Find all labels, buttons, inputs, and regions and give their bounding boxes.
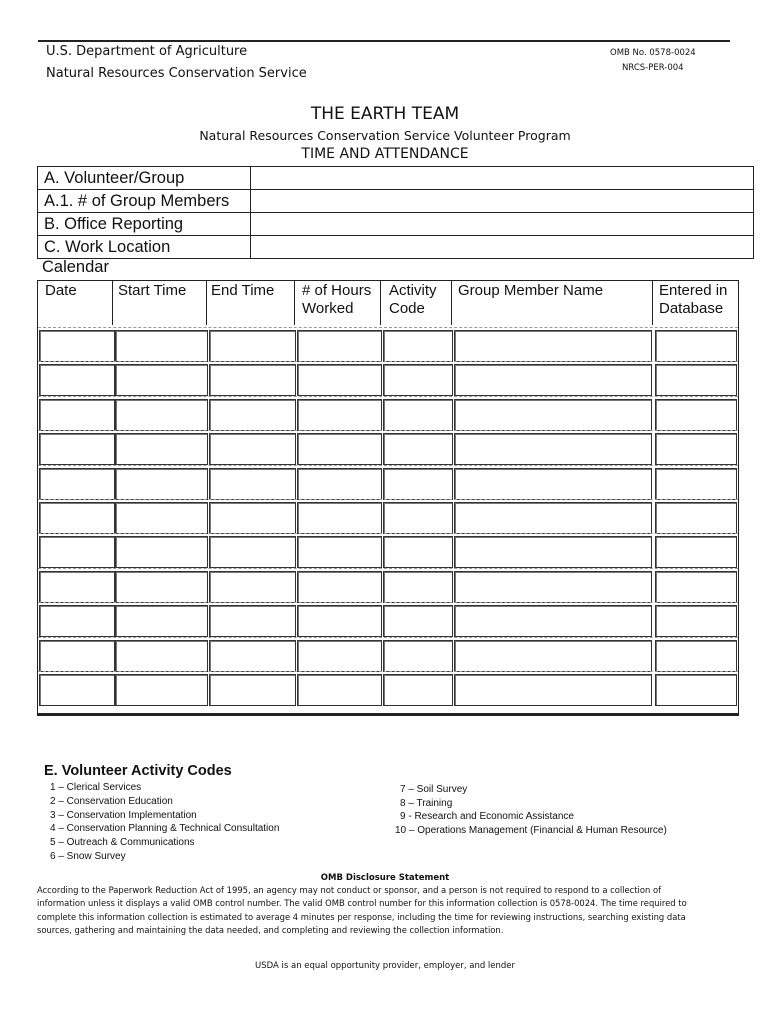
activity-code-item: 2 – Conservation Education (50, 796, 173, 807)
entered-in-database-entry[interactable] (655, 364, 737, 396)
col-header-date: Date (45, 282, 77, 299)
col-header-entered-in-database: Entered in Database (659, 282, 728, 317)
activity-code-entry[interactable] (383, 468, 453, 500)
activity-code-item: 6 – Snow Survey (50, 851, 126, 862)
activity-code-item: 4 – Conservation Planning & Technical Consultation (50, 823, 280, 834)
hours-worked-entry[interactable] (297, 364, 382, 396)
col-header-activity-code: Activity Code (389, 282, 437, 317)
info-fields (37, 166, 754, 259)
end-time-entry[interactable] (209, 502, 296, 534)
hours-worked-entry[interactable] (297, 536, 382, 568)
group-member-name-entry[interactable] (454, 502, 652, 534)
date-entry[interactable] (39, 502, 115, 534)
group-member-name-entry[interactable] (454, 399, 652, 431)
col-header-start-time: Start Time (118, 282, 187, 299)
group-members-row (38, 190, 753, 213)
end-time-entry[interactable] (209, 640, 296, 672)
service-name: Natural Resources Conservation Service (46, 66, 307, 81)
date-entry[interactable] (39, 468, 115, 500)
work-location-row (38, 236, 753, 259)
start-time-entry[interactable] (115, 605, 208, 637)
start-time-entry[interactable] (115, 571, 208, 603)
row-guide-line (38, 361, 738, 362)
activity-code-entry[interactable] (383, 330, 453, 362)
hours-worked-entry[interactable] (297, 674, 382, 706)
row-guide-line (38, 499, 738, 500)
entered-in-database-entry[interactable] (655, 468, 737, 500)
column-separator (380, 281, 381, 325)
program-title: Natural Resources Conservation Service Volunteer Program (199, 128, 571, 143)
col-header-group-member-name: Group Member Name (458, 282, 604, 299)
group-member-name-entry[interactable] (454, 364, 652, 396)
col-header-hours-worked: # of Hours Worked (302, 282, 372, 317)
hours-worked-entry[interactable] (297, 330, 382, 362)
row-guide-line (38, 430, 738, 431)
column-separator (206, 281, 207, 325)
omb-disclosure-title: OMB Disclosure Statement (320, 873, 450, 883)
date-entry[interactable] (39, 640, 115, 672)
hours-worked-entry[interactable] (297, 571, 382, 603)
column-separator (294, 281, 295, 325)
form-subtitle: TIME AND ATTENDANCE (301, 146, 469, 162)
date-entry[interactable] (39, 571, 115, 603)
date-entry[interactable] (39, 536, 115, 568)
end-time-entry[interactable] (209, 468, 296, 500)
activity-code-entry[interactable] (383, 502, 453, 534)
start-time-entry[interactable] (115, 468, 208, 500)
row-guide-line (38, 396, 738, 397)
hours-worked-entry[interactable] (297, 640, 382, 672)
activity-code-item: 10 – Operations Management (Financial & Human Resource) (395, 825, 667, 836)
group-member-name-entry[interactable] (454, 640, 652, 672)
group-member-name-entry[interactable] (454, 571, 652, 603)
activity-codes-title: E. Volunteer Activity Codes (44, 763, 232, 779)
end-time-entry[interactable] (209, 364, 296, 396)
group-member-name-entry[interactable] (454, 468, 652, 500)
activity-code-item: 8 – Training (400, 798, 453, 809)
row-guide-line (38, 568, 738, 569)
work-location-field[interactable] (251, 236, 753, 258)
entered-in-database-entry[interactable] (655, 536, 737, 568)
entered-in-database-entry[interactable] (655, 330, 737, 362)
row-guide-line (38, 533, 738, 534)
end-time-entry[interactable] (209, 399, 296, 431)
start-time-entry[interactable] (115, 674, 208, 706)
date-entry[interactable] (39, 399, 115, 431)
start-time-entry[interactable] (115, 640, 208, 672)
department-name: U.S. Department of Agriculture (46, 44, 248, 59)
activity-code-entry[interactable] (383, 571, 453, 603)
volunteer-group-label: A. Volunteer/Group (38, 167, 251, 189)
end-time-entry[interactable] (209, 605, 296, 637)
office-reporting-row (38, 213, 753, 236)
equal-opportunity-statement: USDA is an equal opportunity provider, employer, and lender (254, 961, 516, 971)
col-header-end-time: End Time (211, 282, 275, 299)
activity-code-entry[interactable] (383, 674, 453, 706)
group-member-name-entry[interactable] (454, 433, 652, 465)
start-time-entry[interactable] (115, 399, 208, 431)
group-members-label: A.1. # of Group Members (38, 190, 251, 212)
activity-code-item: 5 – Outreach & Communications (50, 837, 195, 848)
hours-worked-entry[interactable] (297, 502, 382, 534)
group-member-name-entry[interactable] (454, 330, 652, 362)
activity-code-entry[interactable] (383, 536, 453, 568)
page-title: THE EARTH TEAM (310, 104, 460, 124)
entered-in-database-entry[interactable] (655, 605, 737, 637)
date-entry[interactable] (39, 364, 115, 396)
activity-code-entry[interactable] (383, 605, 453, 637)
entered-in-database-entry[interactable] (655, 433, 737, 465)
row-guide-line (38, 327, 738, 328)
top-rule (38, 40, 730, 42)
group-member-name-entry[interactable] (454, 536, 652, 568)
end-time-entry[interactable] (209, 571, 296, 603)
column-separator (451, 281, 452, 325)
hours-worked-entry[interactable] (297, 468, 382, 500)
date-entry[interactable] (39, 433, 115, 465)
entered-in-database-entry[interactable] (655, 571, 737, 603)
entered-in-database-entry[interactable] (655, 399, 737, 431)
entered-in-database-entry[interactable] (655, 502, 737, 534)
column-separator (652, 281, 653, 325)
row-guide-line (38, 671, 738, 672)
office-reporting-field[interactable] (251, 213, 753, 235)
row-guide-line (38, 602, 738, 603)
office-reporting-label: B. Office Reporting (38, 213, 251, 235)
form-number: NRCS-PER-004 (622, 63, 684, 73)
calendar-label: Calendar (42, 258, 109, 276)
attendance-table (37, 280, 739, 716)
volunteer-group-field[interactable] (251, 167, 753, 189)
work-location-label: C. Work Location (38, 236, 251, 258)
hours-worked-entry[interactable] (297, 605, 382, 637)
end-time-entry[interactable] (209, 330, 296, 362)
row-guide-line (38, 465, 738, 466)
end-time-entry[interactable] (209, 674, 296, 706)
activity-code-item: 1 – Clerical Services (50, 782, 142, 793)
start-time-entry[interactable] (115, 433, 208, 465)
start-time-entry[interactable] (115, 502, 208, 534)
date-entry[interactable] (39, 674, 115, 706)
volunteer-group-row (38, 167, 753, 190)
activity-code-item: 9 - Research and Economic Assistance (400, 811, 574, 822)
start-time-entry[interactable] (115, 330, 208, 362)
hours-worked-entry[interactable] (297, 433, 382, 465)
activity-code-item: 7 – Soil Survey (400, 784, 468, 795)
row-guide-line (38, 637, 738, 638)
group-member-name-entry[interactable] (454, 674, 652, 706)
entered-in-database-entry[interactable] (655, 640, 737, 672)
activity-code-entry[interactable] (383, 399, 453, 431)
group-member-name-entry[interactable] (454, 605, 652, 637)
date-entry[interactable] (39, 330, 115, 362)
start-time-entry[interactable] (115, 536, 208, 568)
group-members-field[interactable] (251, 190, 753, 212)
activity-code-entry[interactable] (383, 364, 453, 396)
date-entry[interactable] (39, 605, 115, 637)
entered-in-database-entry[interactable] (655, 674, 737, 706)
start-time-entry[interactable] (115, 364, 208, 396)
omb-number: OMB No. 0578-0024 (610, 48, 696, 58)
omb-disclosure-statement: According to the Paperwork Reduction Act of 1995, an agency may not conduct or sponsor, and a person is not required to respond to a collection of information unless it displays a valid OMB control number. The valid OMB control number for this information collection is 0578-0024. The time required to complete this information collection is estimated to average 4 minutes per response, including the time for reviewing instructions, searching existing data sources, gathering and maintaining the data needed, and completing and reviewing the collection information. (37, 885, 687, 936)
activity-code-entry[interactable] (383, 433, 453, 465)
column-separator (112, 281, 113, 325)
end-time-entry[interactable] (209, 433, 296, 465)
hours-worked-entry[interactable] (297, 399, 382, 431)
activity-code-item: 3 – Conservation Implementation (50, 810, 197, 821)
end-time-entry[interactable] (209, 536, 296, 568)
activity-code-entry[interactable] (383, 640, 453, 672)
